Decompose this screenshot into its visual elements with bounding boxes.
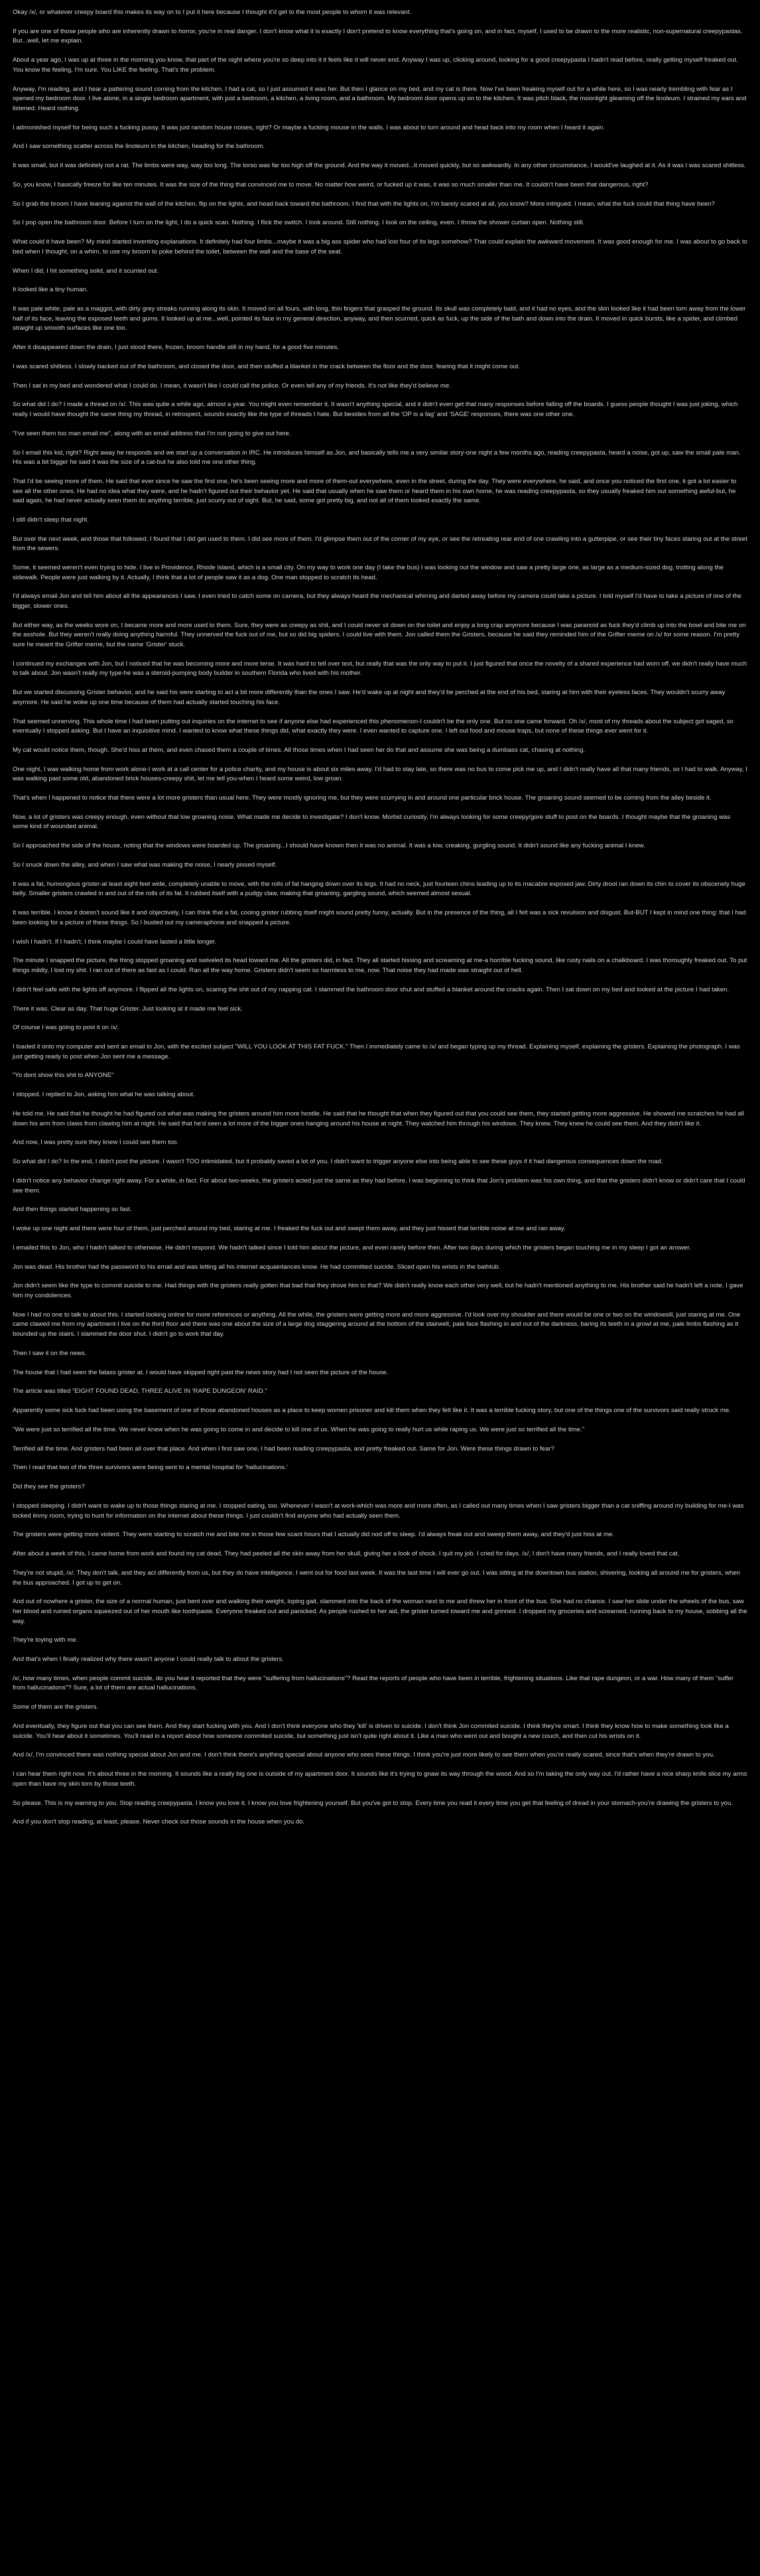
paragraph: I loaded it onto my computer and sent an email to Jon, with the excited subject "WILL YOU LOOK AT THIS FAT FUCK." Then I immediately came to /x/ and began typing up my thread. Explaining myself, explaining the gristers. Explaining the photograph. I was just getting ready to post when Jon sent me a message.: [13, 1043, 740, 1060]
paragraph: So what did I do? I made a thread on /x/. This was quite a while ago, almost a year. You might even remember it. It wasn't anything special, and it didn't even get that many responses before falling off the boards. I guess people thought I was just joking, which really I would have thought the same thing my thread, in retrospect, sounds exactly like the type of threads I hate. But besides from all the 'OP is a fag' and 'SAGE' responses, there was one other one.: [13, 401, 738, 419]
paragraph: That's when I happened to notice that there were a lot more gristers than usual here. They were mostly ignoring me, but they were scurrying in and around one particular brick house. The groaning sound seemed to be coming from the alley beside it.: [13, 794, 712, 802]
paragraph: I can hear them right now. It's about three in the morning. It sounds like a really big one is outside of my apartment door. It sounds like it's trying to gnaw its way through the wood. And so I'm taking the only way out. I'd rather have a nice sharp knife slice my arms open than have my skin torn by those teeth.: [13, 1770, 747, 1788]
paragraph: "We were just so terrified all the time. We never knew when he was going to come in and decide to kill one of us. When he was going to really hurt us while raping us. We were just so terrified all the time.": [13, 1425, 585, 1433]
paragraph: It looked like a tiny human.: [13, 286, 88, 294]
paragraph: Some of them are the gristers.: [13, 1703, 99, 1711]
paragraph: Okay /x/, or whatever creepy board this makes its way on to I put it here because I thought it'd get to the most people to whom it was relevant.: [13, 9, 412, 16]
paragraph: "I've seen them too man email me", along with an email address that I'm not going to give out here.: [13, 429, 291, 437]
paragraph: There it was. Clear as day. That huge Grister. Just looking at it made me feel sick.: [13, 1005, 243, 1013]
paragraph: When I did, I hit something solid, and it scurried out.: [13, 267, 159, 275]
paragraph: /x/, how many times, when people commit suicide, do you hear it reported that they were "suffering from hallucinations"? Read the reports of people who have been in terrible, frightening situations. Like that rape dungeon, or a war. How many of them "suffer from hallucinations"? Sure, a lot of them are actual hallucinations.: [13, 1674, 734, 1692]
paragraph: About a year ago, I was up at three in the morning you know, that part of the night where you're so deep into it it feels like it will never end. Anyway I was up, clicking around, looking for a good creepypasta I hadn't read before, really getting myself freaked out. You know the feeling, I'm sure. You LIKE the feeling. That's the problem.: [13, 56, 738, 74]
paragraph: So I approached the side of the house, noting that the windows were boarded up. The groaning...I should have known then it was no animal. It was a low, creaking, gurgling sound. It didn't sound like any fucking animal I knew.: [13, 842, 645, 850]
paragraph: Jon didn't seem like the type to commit suicide to me. Had things with the gristers really gotten that bad that they drove him to that? We didn't really know each other very well, but he hadn't mentioned anything to me. His brother said he hadn't left a note. I gave him my condolences.: [13, 1282, 743, 1300]
paragraph: It was small, but it was definitely not a rat. The limbs were way, way too long. The torso was far too high off the ground. And the way it moved...it moved quickly, but so awkwardly. In any other circumstance, I would've laughed at it. As it was I was scared shitless.: [13, 162, 746, 170]
paragraph: He told me. He said that he thought he had figured out what was making the gristers around him more hostile. He said that he thought that when they figured out that you could see them, they started getting more aggressive. He showed me scratches he had all down his arm from claws from clawing him at night. He said that he'd seen a lot more of the bigger ones hanging around his house at night. They watched him through his windows. They knew. They knew he could see them. And they didn't like it.: [13, 1110, 744, 1127]
paragraph: The minute I snapped the picture, the thing stopped groaning and swiveled its head toward me. All the gristers did, in fact. They all started hissing and screaming at me-a horrible fucking sound, like rusty nails on a chalkboard. I was thoroughly freaked out. To put things mildly, I lost my shit. I ran out of there as fast as I could. Ran all the way home. Gristers didn't seem so harmless to me, now. That noise they had made was straight out of hell.: [13, 957, 747, 974]
paragraph: Then I read that two of the three survivors were being sent to a mental hospital for 'hallucinations.': [13, 1464, 288, 1472]
paragraph: What could it have been? My mind started inventing explanations. It definitely had four limbs...maybe it was a big ass spider who had lost four of its legs somehow? That could explain the awkward movement. It was good enough for me. I was about to go back to bed when I thought, on a whim, to use my broom to poke behind the toilet, between the wall and the base of the seat.: [13, 238, 747, 255]
paragraph: Then I sat in my bed and wondered what I could do. I mean, it wasn't like I could call the police. Or even tell any of my friends. It's not like they'd believe me.: [13, 382, 451, 390]
paragraph: Apparently some sick fuck had been using the basement of one of those abandoned houses as a place to keep women prisoner and kill them when they felt like it. It was a terrible fucking story, but one of the things one of the survivors said really struck me.: [13, 1407, 731, 1415]
paragraph: And out of nowhere a grister, the size of a normal human, just bent over and walking their weight, loping gait, slammed into the back of the woman next to me and threw her in front of the bus. She had no chance. I saw her slide under the wheels of the bus, saw her blood and ruined organs squeezed out of her mouth like toothpaste. Everyone freaked out and panicked. As people rushed to her aid, the grister turned toward me and grinned. I dropped my groceries and screamed, running back to my house, sobbing all the way.: [13, 1598, 747, 1625]
paragraph: So I snuck down the alley, and when I saw what was making the noise, I nearly pissed myself.: [13, 861, 277, 869]
paragraph: I wish I hadn't. If I hadn't, I think maybe I could have lasted a little longer.: [13, 938, 217, 946]
paragraph: Now, a lot of gristers was creepy enough, even without that low groaning noise. What made me decide to investigate? I don't know. Morbid curiosity. I'm always looking for some creepy/gore stuff to post on the boards. I thought maybe that the groaning was some kind of wounded animal.: [13, 813, 731, 831]
paragraph: I continued my exchanges with Jon, but I noticed that he was becoming more and more terse. It was hard to tell over text, but really that was the only way to put it. I just figured that once the novelty of a shared experience had worn off, we didn't really have much to talk about. Jon wasn't really my type-he was a steroid-pumping body builder in southern Florida who lived with his mother.: [13, 660, 747, 678]
paragraph: And eventually, they figure out that you can see them. And they start fucking with you. And I don't think everyone who they 'kill' is driven to suicide. I don't think Jon commited suicide. I think they're smart. I think they know how to make something look like a suicide. You'll hear about it sometimes. You'll read in a report about how someone commited suicide, but something just isn't quite right about it. Like a man who went out and bought a new couch, and then cut his wrists on it.: [13, 1723, 729, 1740]
paragraph: Terrified all the time. And gristers had been all over that place. And when I first saw one, I had been reading creepypasta, and pretty freaked out. Same for Jon. Were these things drawn to fear?: [13, 1445, 554, 1453]
paragraph: I woke up one night and there were four of them, just perched around my bed, staring at me. I freaked the fuck out and swept them away, and they just hissed that terrible noise at me and ran away.: [13, 1225, 566, 1233]
paragraph: After about a week of this, I came home from work and found my cat dead. They had peeled all the skin away from her skull, giving her a look of shock. I quit my job. I cried for days. /x/, I don't have many friends, and I really loved that cat.: [13, 1550, 680, 1558]
paragraph: Anyway, I'm reading, and I hear a pattering sound coming from the kitchen. I had a cat, so I just assumed it was her. But then I glance on my bed, and my cat is there. Now I've been freaking myself out for a while here, so I was nearly trembling with fear as I opened my bedroom door. I live alone, in a single bedroom apartment, with just a bedroom, a kitchen, a living room, and a bathroom. My bedroom door opens up on to the kitchen. It was pitch black, the moonlight gleaming off the linoleum. I strained my ears and listened. Heard nothing.: [13, 85, 747, 112]
paragraph: I still didn't sleep that night.: [13, 516, 89, 524]
paragraph: They're not stupid, /x/. They don't talk, and they act differently from us, but they do have intelligence. I went out for food last week. It was the last time I will ever go out. I was sitting at the downtown bus station, shivering, looking all around me for gristers, when the bus approached. I got up to get on.: [13, 1569, 741, 1587]
paragraph: I admonished myself for being such a fucking pussy. It was just random house noises, right? Or maybe a fucking mouse in the walls. I was about to turn around and head back into my room when I heard it again.: [13, 123, 605, 131]
paragraph: And then things started happening so fast.: [13, 1206, 132, 1214]
paragraph: Jon was dead. His brother had the password to his email and was letting all his internet acquaintances know. He had committed suicide. Sliced open his wrists in the bathtub.: [13, 1263, 501, 1271]
paragraph: And if you don't stop reading, at least, please. Never check out those sounds in the house when you do.: [13, 1818, 305, 1826]
paragraph: I didn't feel safe with the lights off anymore. I flipped all the lights on, scaring the shit out of my napping cat. I slammed the bathroom door shut and stuffed a blanket around the cracks again. Then I sat down on my bed and looked at the picture I had taken.: [13, 985, 729, 993]
paragraph: If you are one of those people who are inherently drawn to horror, you're in real danger. I don't know what it is exactly I don't pretend to know everything that's going on, and in fact, myself, I used to be drawn to the more realistic, non-supernatural creepypastas. But...well, let me explain.: [13, 27, 743, 45]
paragraph: So, you know, I basically freeze for like ten minutes. It was the size of the thing that convinced me to move. No matter how weird, or fucked up it was, it was so much smaller than me. It couldn't have been that dangerous, right?: [13, 180, 649, 188]
paragraph: And /x/, I'm convinced there was nothing special about Jon and me. I don't think there's anything special about anyone who sees these things. I think you're just more likely to see them when you're really scared, since that's when they're drawn to you.: [13, 1751, 715, 1759]
paragraph: That seemed unnerving. This whole time I had been putting out inquiries on the internet to see if anyone else had experienced this phenomenon-I couldn't be the only one. But no one came forward. Oh /x/, most of my threads about the subject got saged, so eventually I stopped asking. But I have an inquisitive mind. I wanted to know what these things did, what exactly they were. I even wanted to capture one. I left out food and mouse traps, but none of these things ever went for it.: [13, 717, 733, 735]
paragraph: The article was titled "EIGHT FOUND DEAD, THREE ALIVE IN 'RAPE DUNGEON' RAID.": [13, 1388, 267, 1395]
paragraph: I didn't notice any behavior change right away. For a while, in fact. For about two-weeks, the gristers acted just the same as they had before. I was beginning to think that Jon's problem was his own thing, and that the gristers didn't know or didn't care that I could see them.: [13, 1177, 745, 1194]
paragraph: So I email this kid, right? Right away he responds and we start up a conversation in IRC. He introduces himself as Jon, and basically tells me a very similar story-one night a few months ago, reading creepypasta, heard a noise, got up, saw the small pale man. His was a bit bigger he said it was the size of a cat-but he also told me one other thing.: [13, 449, 741, 466]
paragraph: Did they see the gristers?: [13, 1483, 85, 1491]
paragraph: I stopped sleeping. I didn't want to wake up to those things staring at me. I stopped eating, too. Whenever I wasn't at work-which was more and more often, as I called out many times when I saw gristers bigger than a cat sniffing around my building for me-I was locked iinmy room, trying to hunt for information on the internet about these things. I just couldn't find anyone who had actually seen them.: [13, 1502, 744, 1520]
paragraph: And that's when I finally realized why there wasn't anyone I could really talk to about the gristers.: [13, 1656, 284, 1664]
paragraph: So I grab the broom I have leaning against the wall of the kitchen, flip on the lights, and head back toward the bathroom. I find that with the lights on, I'm barely scared at all, you know? More intrigued. I mean, what the fuck could that thing have been?: [13, 200, 715, 208]
paragraph: I emailed this to Jon, who I hadn't talked to otherwise. He didn't respond. We hadn't talked since I told him about the picture, and even rarely before then. After two days during which the gristers began touching me in my sleep I got an answer.: [13, 1244, 691, 1252]
paragraph: So what did I do? In the end, I didn't post the picture. I wasn't TOO intimidated, but it probably saved a lot of you. I didn't want to trigger anyone else into being able to see these guys if it had dangerous consequences down the road.: [13, 1158, 663, 1166]
paragraph: So I pop open the bathroom door. Before I turn on the light, I do a quick scan. Nothing. I flick the switch. I look around. Still nothing. I look on the ceiling, even. I throw the shower curtain open. Nothing still.: [13, 219, 585, 227]
paragraph: Now I had no one to talk to about this. I started looking online for more references or anything. All the while, the gristers were getting more and more aggressive. I'd look over my shoulder and there would be one or two on the windowsill, just staring at me. One came clawed me from my apartment-I live on the third floor and there was one about the size of a large dog staggering around at the bottom of the stairwell, pale face flashing in and out of the darkness, baring its teeth in a growl at me, pale limbs flashing as it bounded up the stairs. I slammed the door shut. I didn't go to work that day.: [13, 1311, 741, 1338]
paragraph: That I'd be seeing more of them. He said that ever since he saw the first one, he's been seeing more and more of them-out everywhere, even in the street, during the day. They were everywhere, he said, and once you noticed the first one, it got a lot easier to see all the other ones. He had no idea what they were, and he hadn't figured out their behavior yet. He said that usually when he saw them or heard them in his own home, he was reading creepypasta, so they usually freaked him out something awful-but, he said again, he had never actually seen them do anything terrible, just scurry out of sight. But, he said, some got pretty big, and not all of them looked exactly the same.: [13, 477, 737, 505]
paragraph: My cat would notice them, though. She'd hiss at them, and even chased them a couple of times. All those times when I had seen her do that and assume she was being a dumbass cat, chasing at nothing.: [13, 746, 586, 754]
paragraph: It was a fat, humongous grister-at least eight feet wide, completely unable to move, with the rolls of fat hanging down over its legs. It had no neck, just fourteen chins leading up to its macabre exposed jaw. Dirty drool ran down its chin to cover its obscenely huge belly. Smaller gristers crawled in and out of the rolls of its fat. It rubbed itself with a pudgy claw, making that groaning, gargling sound, which seemed almost sexual.: [13, 880, 745, 898]
paragraph: I'd always email Jon and tell him about all the appearances I saw. I even tried to catch some on camera, but they always heard the mechanical whirring and darted away before my camera could take a picture. I told myself I'd have to take a picture of one of the bigger, slower ones.: [13, 593, 742, 610]
paragraph: It was pale white, pale as a maggot, with dirty grey streaks running along its skin. It moved on all fours, with long, thin fingers that grasped the ground. Its skull was completely bald, and it had no eyes, and the skin looked like it had been torn away from the lower half of its face, leaving the exposed teeth and gums. It looked up at me...well, pointed its face in my general direction, anyway, and then scurried, quick as fuck, up the side of the bath and down into the drain. It moved in quick bursts, like a spider, and climbed straight up smooth surfaces like one too.: [13, 305, 746, 332]
paragraph: "Yo dont show this shit to ANYONE": [13, 1072, 114, 1080]
story-text: [13, 8, 747, 1837]
paragraph: I stopped. I replied to Jon, asking him what he was talking about.: [13, 1091, 195, 1099]
paragraph: So please. This is my warning to you. Stop reading creepypasta. I know you love it. I know you love frightening yourself. But you've got to stop. Every time you read it every time you get that feeling of dread in your stomach-you're drawing the gristers to you.: [13, 1799, 733, 1807]
paragraph: But either way, as the weeks wore on, I became more and more used to them. Sure, they were as creepy as shit, and I could never sit down on the toilet and enjoy a long crap anymore because I was paranoid as fuck they'd climb up into the bowl and bite me on the asshole. But they weren't really doing anything harmful. They unnerved the fuck out of me, but so did big spiders. I could live with them. Jon called them the Gristers, because he said they reminded him of the Grifter meme on /x/ for some reason. I'm pretty sure he meant the Grifter meme, but the name 'Grister' stuck.: [13, 621, 746, 649]
paragraph: They're toying with me.: [13, 1636, 78, 1644]
paragraph: One night, I was walking home from work alone-I work at a call center for a police charity, and my house is about six miles away. I'd had to stay late, so there was no bus to come pick me up, and I didn't really have all that many friends, so I had to walk. Anyway, I was walking past some old, abandoned brick houses-creepy shit, let me tell you-when I heard some weird, low groan.: [13, 765, 748, 783]
paragraph: It was terrible. I know it doesn't sound like it and objectively, I can think that a fat, cooing grister rubbing itself might sound pretty funny, actually. But in the presence of the thing, all I felt was a sick revulsion and disgust. But-BUT I kept in mind one thing: that I had been looking for a picture of these things. So I busted out my cameraphone and snapped a picture.: [13, 909, 746, 926]
paragraph: But we started discussing Grister behavior, and he said his were starting to act a bit more differently than the ones I saw. He'd wake up at night and they'd be perched at the end of his bed, staring at him with their eyeless faces. They wouldn't scurry away anymore. He said he woke up one time because of them had actually started touching his face.: [13, 689, 726, 706]
paragraph: After it disappeared down the drain, I just stood there, frozen, broom handle still in my hand, for a good five minutes.: [13, 344, 340, 352]
paragraph: But over the next week, and those that followed, I found that I did get used to them. I did see more of them. I'd glimpse them out of the corner of my eye, or see the retreating rear end of one crawling into a gutterpipe, or see their tiny faces staring out at the street from the sewers.: [13, 535, 747, 553]
paragraph: And now, I was pretty sure they knew I could see them too.: [13, 1139, 179, 1147]
paragraph: The house that I had seen the fatass grister at. I would have skipped right past the news story had I not seen the picture of the house.: [13, 1368, 389, 1376]
paragraph: I was scared shitless. I slowly backed out of the bathroom, and closed the door, and then stuffed a blanket in the crack between the floor and the door, fearing that it might come out.: [13, 362, 521, 370]
paragraph: Of course I was going to post it on /x/.: [13, 1024, 119, 1032]
paragraph: And I saw something scatter across the linoleum in the kitchen, heading for the bathroom.: [13, 143, 265, 151]
paragraph: Then I saw it on the news.: [13, 1349, 87, 1357]
paragraph: Some, it seemed weren't even trying to hide. I live in Providence, Rhode Island, which is a small city. On my way to work one day (I take the bus) I was looking out the window and saw a pretty large one, as large as a medium-sized dog, trotting along the sidewalk. People were just walking by it. Actually, I think that a lot of people saw it as a dog. One man stopped to scratch its head.: [13, 564, 724, 581]
paragraph: The gristers were getting more violent. They were starting to scratch me and bite me in those few scant hours that I actually did nod off to sleep. I'd always freak out and sweep them away, and they'd just hiss at me.: [13, 1531, 615, 1539]
